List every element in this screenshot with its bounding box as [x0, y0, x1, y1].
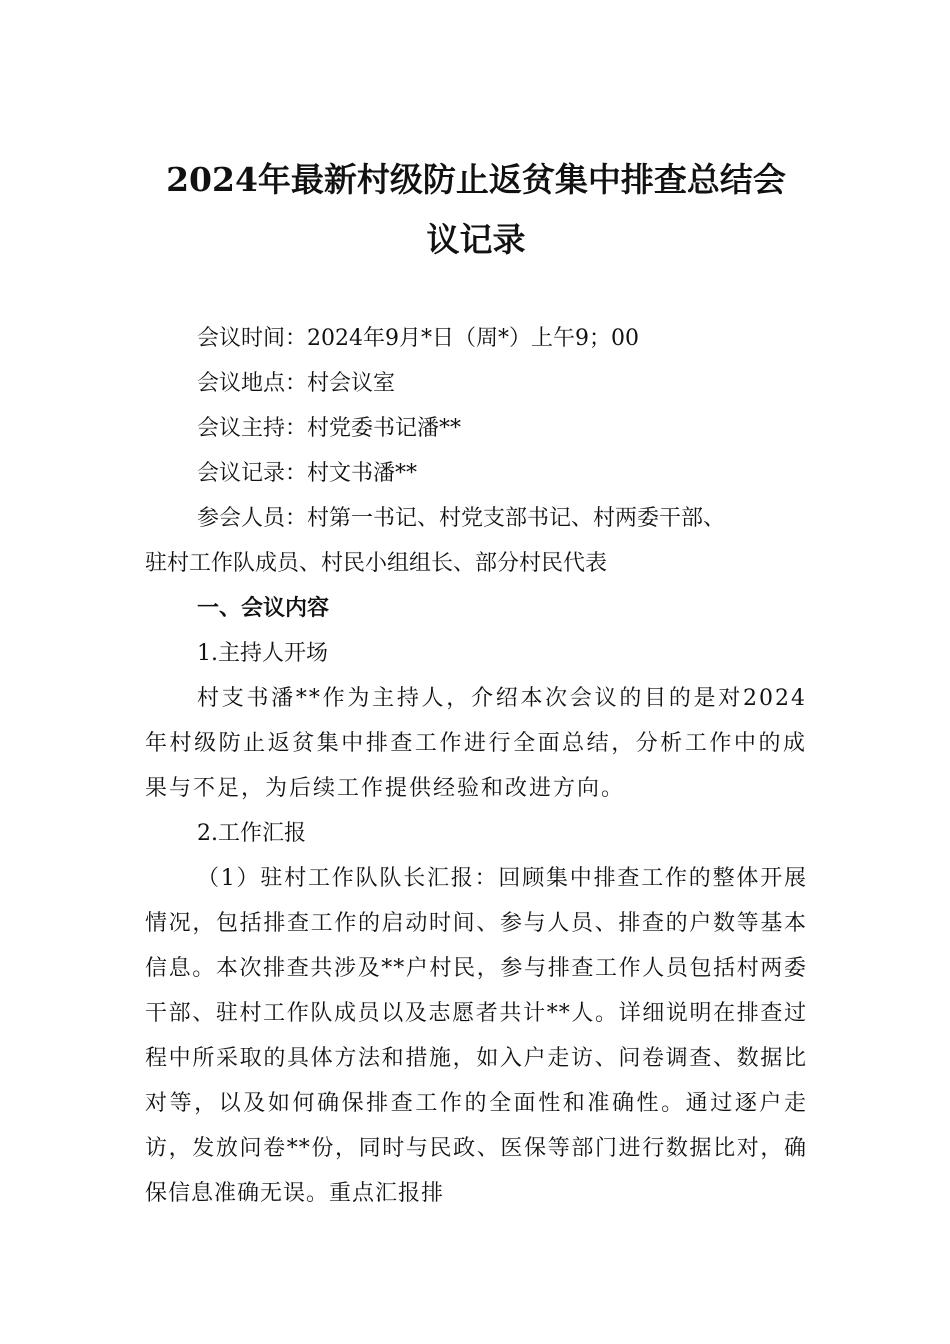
meeting-host: 会议主持：村党委书记潘** [197, 416, 462, 441]
meeting-attendees-line-2: 驻村工作队成员、村民小组组长、部分村民代表 [145, 551, 608, 576]
title-line-2: 议记录 [426, 220, 526, 259]
paragraph-work-report: （1）驻村工作队队长汇报：回顾集中排查工作的整体开展情况，包括排查工作的启动时间、参与人员、排查的户数等基本信息。本次排查共涉及**户村民，参与排查工作人员包括村两委干部、驻村工作队成员以及志愿者共计**人。详细说明在排查过程中所采取的具体方法和措施，如入户走访、问卷调查、数据比对等，以及如何确保排查工作的全面性和准确性。通过逐户走访，发放问卷**份，同时与民政、医保等部门进行数据比对，确保信息准确无误。重点汇报排 [145, 866, 807, 1206]
paragraph-host-opening: 村支书潘**作为主持人，介绍本次会议的目的是对2024年村级防止返贫集中排查工作进行全面总结，分析工作中的成果与不足，为后续工作提供经验和改进方向。 [145, 686, 807, 801]
title-line-1: 2024年最新村级防止返贫集中排查总结会 [166, 160, 786, 199]
meeting-recorder: 会议记录：村文书潘** [197, 461, 418, 486]
meeting-time: 会议时间：2024年9月*日（周*）上午9；00 [197, 326, 639, 351]
document-page [145, 150, 807, 1216]
section-heading-meeting-content: 一、会议内容 [197, 595, 330, 621]
meeting-location: 会议地点：村会议室 [197, 371, 396, 396]
item-heading-host-opening: 1.主持人开场 [197, 641, 328, 666]
meeting-attendees-line-1: 参会人员：村第一书记、村党支部书记、村两委干部、 [197, 506, 726, 531]
document-title [145, 150, 807, 270]
item-heading-work-report: 2.工作汇报 [197, 821, 306, 846]
